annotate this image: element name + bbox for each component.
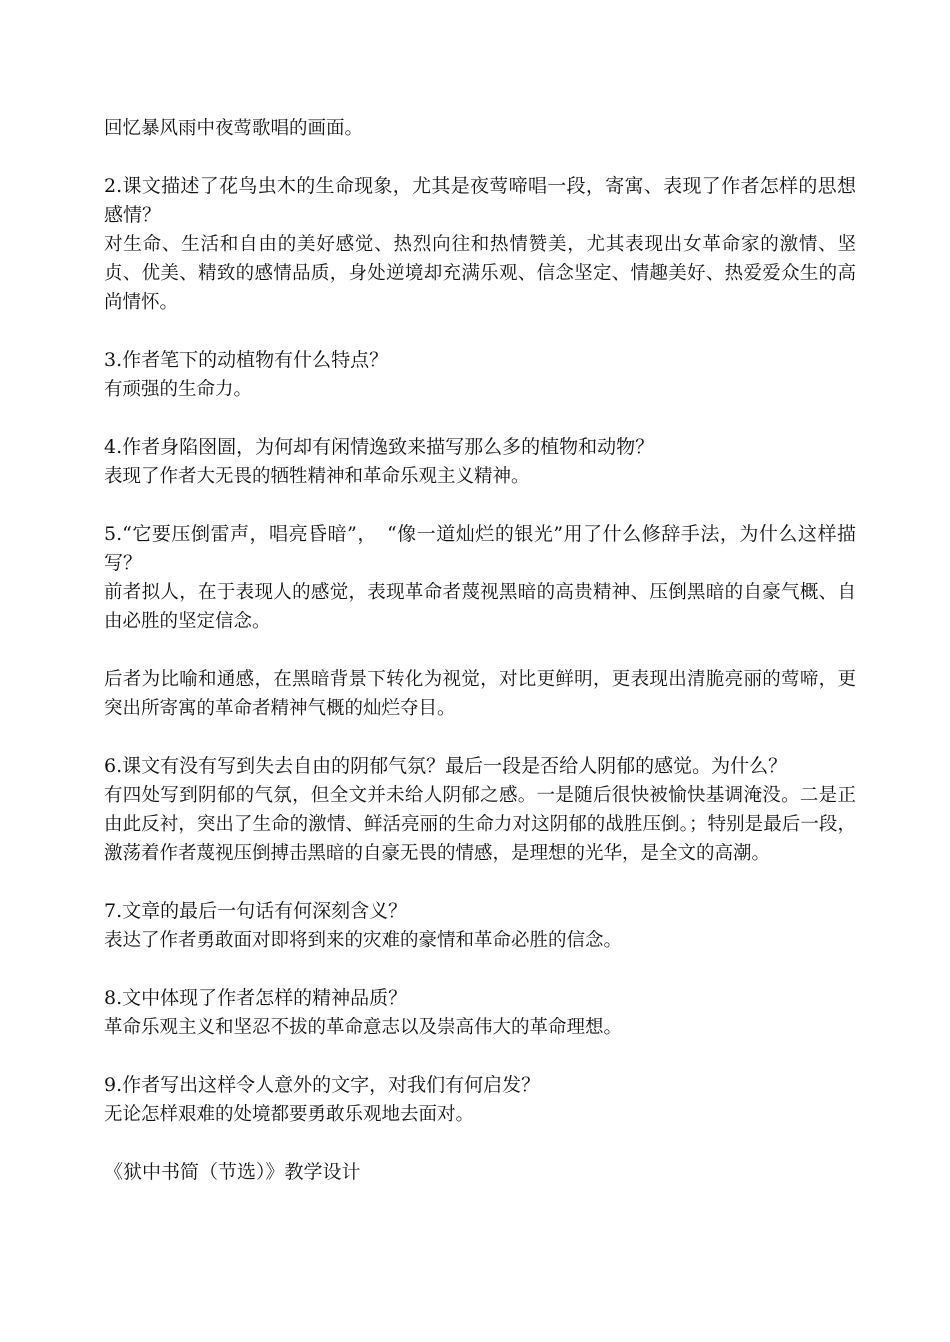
- question-5: 5.“它要压倒雷声，唱亮昏暗”， “像一道灿烂的银光”用了什么修辞手法，为什么这样描写？: [104, 523, 856, 574]
- question-3: 3.作者笔下的动植物有什么特点？: [104, 349, 389, 371]
- question-4: 4.作者身陷囹圄，为何却有闲情逸致来描写那么多的植物和动物？: [104, 436, 655, 458]
- question-9: 9.作者写出这样令人意外的文字，对我们有何启发？: [104, 1074, 541, 1096]
- answer-2: 对生命、生活和自由的美好感觉、热烈向往和热情赞美，尤其表现出女革命家的激情、坚贞、优美、精致的感情品质，身处逆境却充满乐观、信念坚定、情趣美好、热爱爱众生的高尚情怀。: [104, 234, 856, 313]
- answer-6: 有四处写到阴郁的气氛，但全文并未给人阴郁之感。一是随后很快被愉快基调淹没。二是正由此反衬，突出了生命的激情、鲜活亮丽的生命力对这阴郁的战胜压倒。；特别是最后一段，激荡着作者蔑视压倒搏击黑暗的自豪无畏的情感，是理想的光华，是全文的高潮。: [104, 785, 856, 864]
- answer-4: 表现了作者大无畏的牺牲精神和革命乐观主义精神。: [104, 466, 530, 487]
- answer-8: 革命乐观主义和坚忍不拔的革命意志以及崇高伟大的革命理想。: [104, 1017, 623, 1038]
- document-body: [104, 114, 856, 1187]
- answer-3: 有顽强的生命力。: [104, 379, 253, 400]
- question-6: 6.课文有没有写到失去自由的阴郁气氛？最后一段是否给人阴郁的感觉。为什么？: [104, 755, 788, 777]
- intro-line: 回忆暴风雨中夜莺歌唱的画面。: [104, 118, 364, 139]
- question-7: 7.文章的最后一句话有何深刻含义？: [104, 900, 408, 922]
- answer-9: 无论怎样艰难的处境都要勇敢乐观地去面对。: [104, 1104, 475, 1125]
- question-8: 8.文中体现了作者怎样的精神品质？: [104, 987, 408, 1009]
- answer-5a: 前者拟人，在于表现人的感觉，表现革命者蔑视黑暗的高贵精神、压倒黑暗的自豪气概、自由必胜的坚定信念。: [104, 582, 856, 632]
- section-title: 《狱中书简（节选）》教学设计: [104, 1161, 361, 1183]
- answer-7: 表达了作者勇敢面对即将到来的灾难的豪情和革命必胜的信念。: [104, 930, 623, 951]
- question-2: 2.课文描述了花鸟虫木的生命现象，尤其是夜莺啼唱一段，寄寓、表现了作者怎样的思想感情？: [104, 175, 856, 226]
- answer-5b: 后者为比喻和通感，在黑暗背景下转化为视觉，对比更鲜明，更表现出清脆亮丽的莺啼，更突出所寄寓的革命者精神气概的灿烂夺目。: [104, 669, 856, 719]
